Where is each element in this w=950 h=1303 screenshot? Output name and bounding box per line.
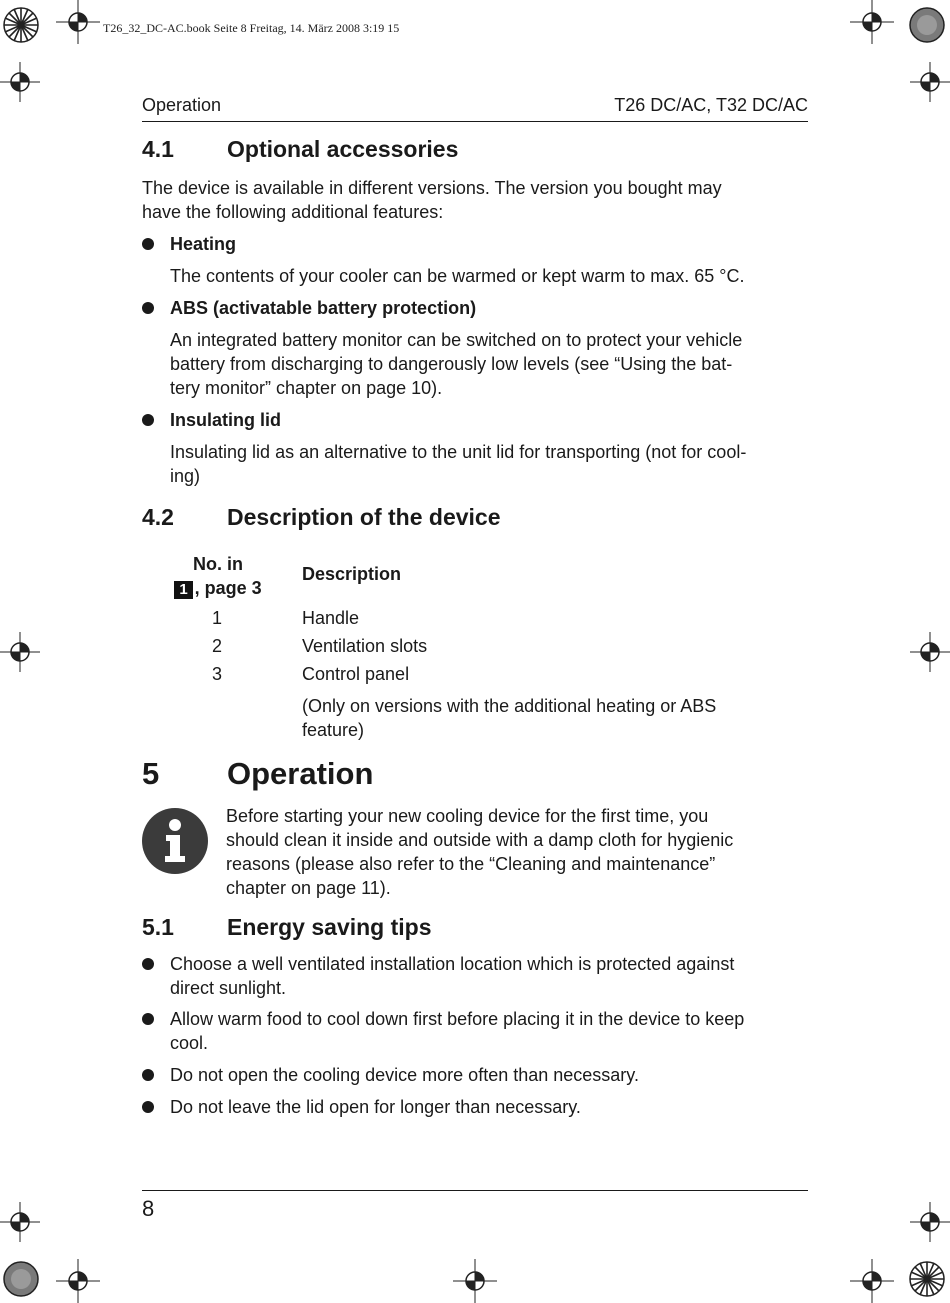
text-line: The device is available in different versions. The version you bought may <box>142 178 722 198</box>
heading-4-1 <box>142 136 458 163</box>
text-line: direct sunlight. <box>170 978 287 998</box>
row-description: Handle <box>302 608 360 628</box>
row-number: 2 <box>211 636 222 656</box>
section-title: Energy saving tips <box>227 914 432 940</box>
row-description: feature) <box>302 720 365 740</box>
header-text: , page 3 <box>194 578 262 598</box>
text-line: have the following additional features: <box>142 202 444 222</box>
text-line: tery monitor” chapter on page 10). <box>170 378 443 398</box>
text-line: ing) <box>170 466 201 486</box>
bullet-dot <box>142 302 154 314</box>
crosshair-middle-left <box>0 632 40 672</box>
text-line: Insulating lid as an alternative to the unit lid for transporting (not for cool- <box>170 442 747 462</box>
text-line: Choose a well ventilated installation location which is protected against <box>170 954 735 974</box>
table-header-number <box>168 552 268 600</box>
text-line: Do not leave the lid open for longer than necessary. <box>170 1097 581 1117</box>
bullet-dot <box>142 958 154 970</box>
text-line: battery from discharging to dangerously low levels (see “Using the bat- <box>170 354 733 374</box>
table-row <box>302 694 716 742</box>
section-title: Optional accessories <box>227 136 459 162</box>
running-header-left: Operation <box>142 95 222 115</box>
header-line: No. in <box>193 554 243 574</box>
info-glyph <box>142 808 208 874</box>
registration-dot-top-right <box>908 6 946 44</box>
feature-abs-description <box>170 328 742 400</box>
registration-wheel-top-left <box>2 6 40 44</box>
row-number: 3 <box>211 664 222 684</box>
text-line: should clean it inside and outside with a damp cloth for hygienic <box>226 830 734 850</box>
bullet-dot <box>142 1013 154 1025</box>
feature-title: ABS (activatable battery protection) <box>170 298 477 318</box>
table-header-description: Description <box>302 564 402 584</box>
text-line: An integrated battery monitor can be switched on to protect your vehicle <box>170 330 743 350</box>
text-line: chapter on page 11). <box>226 878 391 898</box>
row-number: 1 <box>211 608 222 628</box>
crosshair-upper-right <box>910 62 950 102</box>
row-description: Control panel <box>302 664 410 684</box>
running-header-right: T26 DC/AC, T32 DC/AC <box>614 95 808 115</box>
print-slug: T26_32_DC-AC.book Seite 8 Freitag, 14. März 2008 3:19 15 <box>103 21 400 35</box>
intro-paragraph <box>142 176 722 224</box>
crosshair-top-right <box>850 0 894 44</box>
chapter-number: 5 <box>142 756 160 791</box>
crosshair-bottom-left <box>56 1259 100 1303</box>
row-description: (Only on versions with the additional heating or ABS <box>302 696 717 716</box>
tip-text <box>170 1063 639 1087</box>
crosshair-bottom-center <box>453 1259 497 1303</box>
registration-wheel-bottom-right <box>908 1260 946 1298</box>
footer-rule <box>142 1190 808 1191</box>
section-number: 4.2 <box>142 504 174 530</box>
crosshair-middle-right <box>910 632 950 672</box>
header-rule <box>142 121 808 122</box>
crosshair-upper-left <box>0 62 40 102</box>
text-line: Before starting your new cooling device for the first time, you <box>226 806 709 826</box>
row-description: Ventilation slots <box>302 636 428 656</box>
registration-dot-bottom-left <box>2 1260 40 1298</box>
section-number: 5.1 <box>142 914 174 940</box>
info-icon <box>142 808 208 874</box>
section-number: 4.1 <box>142 136 174 162</box>
bullet-dot <box>142 1069 154 1081</box>
page-number: 8 <box>142 1196 155 1221</box>
section-title: Description of the device <box>227 504 501 530</box>
heading-5-1 <box>142 914 432 941</box>
feature-heating-description <box>170 264 744 288</box>
text-line: cool. <box>170 1033 209 1053</box>
crosshair-lower-right <box>910 1202 950 1242</box>
crosshair-top-left <box>56 0 100 44</box>
bullet-dot <box>142 238 154 250</box>
header-line <box>168 576 268 600</box>
figure-reference-badge: 1 <box>174 581 192 599</box>
bullet-dot <box>142 1101 154 1113</box>
crosshair-lower-left <box>0 1202 40 1242</box>
heading-4-2 <box>142 504 501 531</box>
info-note <box>226 804 733 900</box>
feature-title: Heating <box>170 234 237 254</box>
heading-5 <box>142 756 373 792</box>
text-line: Allow warm food to cool down first before placing it in the device to keep <box>170 1009 745 1029</box>
text-line: Do not open the cooling device more often than necessary. <box>170 1065 639 1085</box>
text-line: reasons (please also refer to the “Cleaning and maintenance” <box>226 854 716 874</box>
tip-text <box>170 952 734 1000</box>
tip-text <box>170 1007 744 1055</box>
bullet-dot <box>142 414 154 426</box>
crosshair-bottom-right <box>850 1259 894 1303</box>
feature-title: Insulating lid <box>170 410 281 430</box>
text-line: The contents of your cooler can be warmed or kept warm to max. 65 °C. <box>170 266 745 286</box>
feature-insulating-lid-description <box>170 440 746 488</box>
tip-text <box>170 1095 581 1119</box>
chapter-title: Operation <box>227 756 374 791</box>
